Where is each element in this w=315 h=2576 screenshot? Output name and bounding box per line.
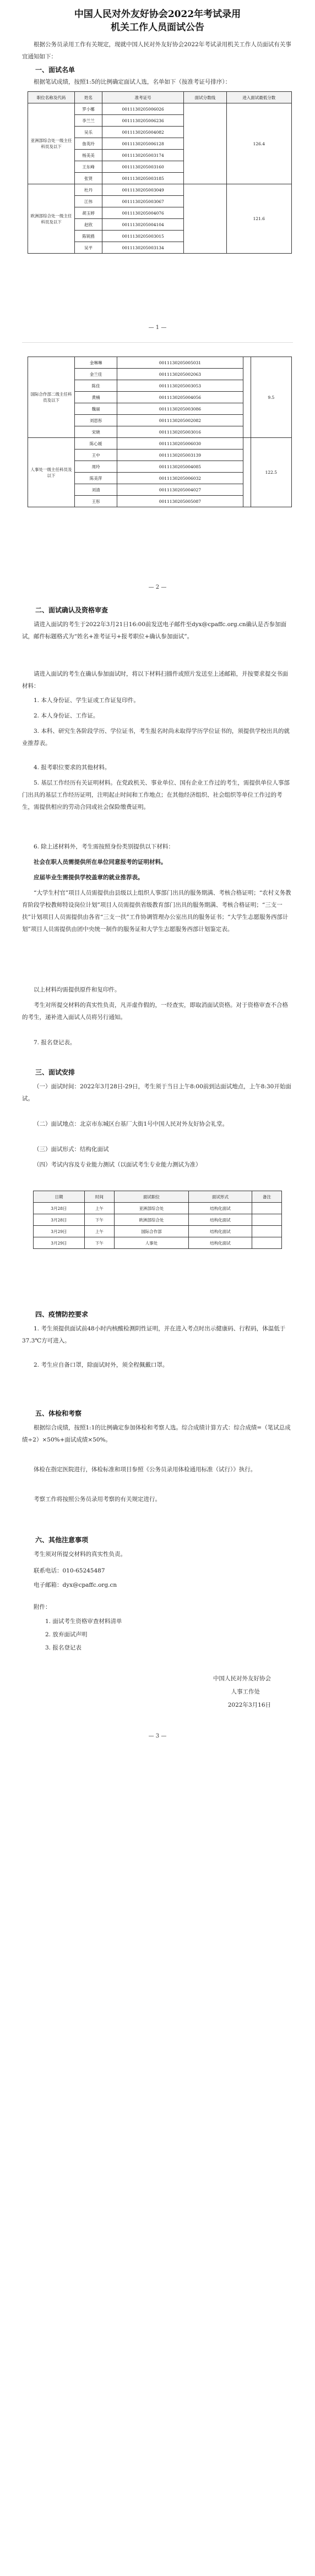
th-format: 面试形式 bbox=[189, 1191, 252, 1203]
cell-id: 0011130205002063 bbox=[117, 369, 243, 380]
cell-name: 杨美美 bbox=[75, 150, 102, 161]
cell-format: 结构化面试 bbox=[189, 1214, 252, 1226]
s2-item-2: 2. 本人身份证、工作证。 bbox=[34, 712, 99, 719]
s5-paragraph-1: 根据综合成绩，按照1:1的比例确定参加体检和考察人选。综合成绩计算方式：综合成绩=（笔试总成绩÷2）×50%+面试成绩×50%。 bbox=[22, 1424, 291, 1443]
section4-heading: 四、疫情防控要求 bbox=[35, 1311, 89, 1318]
s2-item-6: 6. 除上述材料外，考生需按照身份类别提供以下材料： bbox=[34, 843, 174, 850]
th-score: 面试分数线 bbox=[184, 92, 226, 103]
table-interview-list-1 bbox=[28, 91, 292, 254]
cell-name: 王东峰 bbox=[75, 161, 102, 173]
cell-name: 杜丹 bbox=[75, 184, 102, 196]
cell-id: 0011130205006030 bbox=[117, 438, 243, 450]
cell-id: 0011130205004104 bbox=[102, 219, 184, 231]
s6-attach-label: 附件： bbox=[34, 1604, 51, 1610]
cell-id: 0011130205002082 bbox=[117, 415, 243, 426]
th-position: 面试职位 bbox=[114, 1191, 188, 1203]
cell-score-b: 121.6 bbox=[226, 184, 291, 254]
attachment-3: 3. 报名登记表 bbox=[45, 1645, 82, 1651]
th-note: 备注 bbox=[252, 1191, 281, 1203]
cell-position: 国际合作部 bbox=[114, 1226, 188, 1237]
cell-name: 胡玉婷 bbox=[75, 207, 102, 219]
cell-id: 0011130205003067 bbox=[102, 196, 184, 207]
th-name: 姓名 bbox=[75, 92, 102, 103]
s2-paragraph-1: 请进入面试的考生于2022年3月21日16:00前发送电子邮件至dyx@cpaffc.org.cn确认是否参加面试，邮件标题格式为“姓名+准考证号+报考职位+确认参加面试”。 bbox=[22, 621, 287, 640]
signature-date: 2022年3月16日 bbox=[227, 1702, 271, 1708]
table-schedule bbox=[33, 1191, 282, 1249]
cell-id: 0011130205006026 bbox=[102, 103, 184, 115]
cell-id: 0011130205005031 bbox=[117, 357, 243, 369]
cell-time: 上午 bbox=[84, 1203, 114, 1214]
s2-grad: 应届毕业生需提供学校盖章的就业推荐表。 bbox=[34, 874, 144, 881]
table-row bbox=[34, 1237, 282, 1249]
cell-name: 张贤 bbox=[75, 173, 102, 184]
s6-contact: 联系电话：010-65245487 bbox=[34, 1567, 105, 1574]
section2-heading: 二、面试确认及资格审查 bbox=[35, 606, 108, 614]
table-row bbox=[28, 357, 292, 369]
cell-id: 0011130205006032 bbox=[117, 473, 243, 484]
cell-name: 王彤 bbox=[75, 496, 117, 507]
s6-email: 电子邮箱：dyx@cpaffc.org.cn bbox=[34, 1582, 117, 1588]
th-min: 进入面试最低分数 bbox=[226, 92, 291, 103]
s4-paragraph-2: 2. 考生应自备口罩，除面试时外，须全程佩戴口罩。 bbox=[34, 1362, 169, 1368]
table-row bbox=[34, 1226, 282, 1237]
s3-paragraph-1: （一）面试时间：2022年3月28日-29日，考生须于当日上午8:00前到达面试地点，上午8:30开始面试。 bbox=[22, 1083, 291, 1102]
cell-time: 上午 bbox=[84, 1226, 114, 1237]
cell-time: 下午 bbox=[84, 1237, 114, 1249]
section1-heading: 一、面试名单 bbox=[35, 66, 75, 74]
cell-name: 李兰兰 bbox=[75, 115, 102, 127]
section5-heading: 五、体检和考察 bbox=[35, 1410, 82, 1417]
cell-name: 王中 bbox=[75, 450, 117, 461]
signature-org: 中国人民对外友好协会 bbox=[213, 1675, 271, 1682]
s2-item-3: 3. 本科、研究生各阶段学历、学位证书，考生报名时尚未取得学历学位证书的，须提供学校出具的就业推荐表。 bbox=[22, 728, 290, 747]
s5-paragraph-3: 考察工作将按照公务员录用考察的有关规定进行。 bbox=[34, 1496, 161, 1503]
th-position: 职位名称及代码 bbox=[28, 92, 75, 103]
doc-title-line2: 机关工作人员面试公告 bbox=[111, 22, 204, 33]
cell-name: 金琳琳 bbox=[75, 357, 117, 369]
s2-item-4: 4. 报考职位要求的其他材料。 bbox=[34, 764, 111, 771]
table-interview-list-2 bbox=[28, 357, 292, 507]
cell-id: 0011130205004027 bbox=[117, 484, 243, 496]
cell-date: 3月29日 bbox=[34, 1226, 85, 1237]
cell-name: 陈心媛 bbox=[75, 438, 117, 450]
cell-id: 0011130205003185 bbox=[102, 173, 184, 184]
s2-other: 以上材料均需提供原件和复印件。 bbox=[34, 986, 121, 993]
cell-time: 下午 bbox=[84, 1214, 114, 1226]
cell-note bbox=[252, 1237, 281, 1249]
cell-name: 吴平 bbox=[75, 242, 102, 254]
signature-dept: 人事工作处 bbox=[231, 1689, 260, 1695]
cell-blank bbox=[243, 438, 251, 507]
cell-name: 金兰佳 bbox=[75, 369, 117, 380]
cell-blank bbox=[184, 103, 226, 184]
cell-score-a: 9.5 bbox=[251, 357, 291, 438]
doc-title-line1: 中国人民对外友好协会2022年考试录用 bbox=[74, 9, 241, 20]
table-row bbox=[28, 184, 292, 196]
s2-paragraph-3: 考生对所提交材料的真实性负责，凡弄虚作假的，一经查实，即取消面试资格。对于资格审查不合格的考生，递补进入面试人员将另行通知。 bbox=[22, 1002, 288, 1021]
cell-format: 结构化面试 bbox=[189, 1203, 252, 1214]
s3-paragraph-3: （三）面试形式：结构化面试 bbox=[34, 1146, 109, 1153]
cell-name: 刘思彤 bbox=[75, 415, 117, 426]
cell-id: 0011130205003016 bbox=[117, 426, 243, 438]
attachment-1: 1. 面试考生资格审查材料清单 bbox=[45, 1618, 122, 1625]
cell-name: 黄楠 bbox=[75, 392, 117, 403]
cell-position: 亚洲部综合处 bbox=[114, 1203, 188, 1214]
page-divider bbox=[22, 342, 293, 343]
cell-score-a: 126.4 bbox=[226, 103, 291, 184]
cell-id: 0011130205004085 bbox=[117, 461, 243, 473]
cell-date: 3月28日 bbox=[34, 1214, 85, 1226]
cell-date: 3月28日 bbox=[34, 1203, 85, 1214]
th-time: 时间 bbox=[84, 1191, 114, 1203]
s2-social: 社会在职人员需提供所在单位同意报考的证明材料。 bbox=[34, 859, 167, 865]
table-row bbox=[28, 438, 292, 450]
th-date: 日期 bbox=[34, 1191, 85, 1203]
cell-format: 结构化面试 bbox=[189, 1237, 252, 1249]
cell-id: 0011130205004076 bbox=[102, 207, 184, 219]
cell-id: 0011130205003174 bbox=[102, 150, 184, 161]
s3-paragraph-2: （二）面试地点：北京市东城区台基厂大街1号中国人民对外友好协会礼堂。 bbox=[34, 1121, 229, 1127]
cell-id: 0011130205003134 bbox=[102, 242, 184, 254]
s2-paragraph-4: 7. 报名登记表。 bbox=[34, 1039, 76, 1046]
cell-id: 0011130205003160 bbox=[102, 161, 184, 173]
cell-name: 宋晓 bbox=[75, 426, 117, 438]
cell-position-b: 欧洲部综合处一级主任科员及以下 bbox=[28, 184, 75, 254]
cell-id: 0011130205005087 bbox=[117, 496, 243, 507]
cell-id: 0011130205006128 bbox=[102, 138, 184, 150]
cell-name: 江伟 bbox=[75, 196, 102, 207]
page-number-2: — 2 — bbox=[148, 584, 167, 590]
cell-id: 0011130205003053 bbox=[117, 380, 243, 392]
cell-note bbox=[252, 1214, 281, 1226]
page-number-3: — 3 — bbox=[148, 1733, 167, 1739]
s6-paragraph-1: 考生须对所提交材料的真实性负责。 bbox=[34, 1551, 126, 1558]
cell-name: 周玲 bbox=[75, 461, 117, 473]
cell-blank bbox=[184, 184, 226, 254]
cell-id: 0011130205004056 bbox=[117, 392, 243, 403]
th-id: 准考证号 bbox=[102, 92, 184, 103]
cell-position: 人事处 bbox=[114, 1237, 188, 1249]
table-row bbox=[28, 103, 292, 115]
section1-note: 根据笔试成绩，按照1:5的比例确定面试人选，名单如下（按准考证号排序）： bbox=[34, 79, 231, 85]
cell-name: 陈佳 bbox=[75, 380, 117, 392]
table-row bbox=[34, 1203, 282, 1214]
s4-paragraph-1: 1. 考生须提供面试前48小时内核酸检测阴性证明，并在进入考点时出示健康码、行程码，体温低于37.3℃方可进入。 bbox=[22, 1325, 286, 1344]
cell-note bbox=[252, 1203, 281, 1214]
cell-name: 詹英玲 bbox=[75, 138, 102, 150]
cell-name: 罗小娜 bbox=[75, 103, 102, 115]
section6-heading: 六、其他注意事项 bbox=[35, 1536, 89, 1544]
intro-paragraph: 根据公务员录用工作有关规定，现就中国人民对外友好协会2022年考试录用机关工作人员面试有关事宜通知如下： bbox=[22, 41, 291, 60]
s2-item-1: 1. 本人身份证、学生证或工作证复印件。 bbox=[34, 697, 139, 704]
table-row bbox=[34, 1214, 282, 1226]
cell-position-a: 亚洲部综合处一级主任科员及以下 bbox=[28, 103, 75, 184]
cell-id: 0011130205003015 bbox=[102, 231, 184, 242]
cell-position-a: 国际合作部二级主任科员及以下 bbox=[28, 357, 75, 438]
section3-heading: 三、面试安排 bbox=[35, 1068, 75, 1076]
cell-position-b: 人事处一级主任科员及以下 bbox=[28, 438, 75, 507]
cell-id: 0011130205006236 bbox=[102, 115, 184, 127]
cell-note bbox=[252, 1226, 281, 1237]
cell-date: 3月29日 bbox=[34, 1237, 85, 1249]
cell-id: 0011130205004082 bbox=[102, 127, 184, 138]
cell-name: 赵欣 bbox=[75, 219, 102, 231]
cell-format: 结构化面试 bbox=[189, 1226, 252, 1237]
cell-blank bbox=[243, 357, 251, 438]
cell-score-b: 122.5 bbox=[251, 438, 291, 507]
s2-project: “大学生村官”项目人员需提供由县级以上组织人事部门出具的服务期满、考核合格证明；“农村义务教育阶段学校教师特设岗位计划”项目人员需提供省级教育部门出具的服务期满、考核合格证明；“三支一扶”计划项目人员需提供由各省“三支一扶”工作协调管理办公室出具的服务证书；“大学生志愿服务西部计划”项目人员需提供由团中央统一制作的服务证和大学生志愿服务西部计划鉴定表。 bbox=[22, 890, 291, 933]
cell-position: 欧洲部综合处 bbox=[114, 1214, 188, 1226]
cell-name: 吴乐 bbox=[75, 127, 102, 138]
cell-name: 刘清 bbox=[75, 484, 117, 496]
page-number-1: — 1 — bbox=[148, 325, 167, 331]
cell-id: 0011130205003086 bbox=[117, 403, 243, 415]
cell-name: 魏丽 bbox=[75, 403, 117, 415]
cell-id: 0011130205003049 bbox=[102, 184, 184, 196]
cell-name: 陈美萍 bbox=[75, 473, 117, 484]
s3-paragraph-4: （四）考试内容及专业能力测试（以面试考生专业能力测试为准） bbox=[34, 1161, 202, 1168]
s2-item-5: 5. 基层工作经历有关证明材料。在党政机关、事业单位、国有企业工作过的考生，需提供单位人事部门出具的基层工作经历证明，注明起止时间和工作地点；在其他经济组织、社会组织等单位工作过的考生，需提供相应的劳动合同或社会保险缴费证明。 bbox=[22, 780, 290, 810]
attachment-2: 2. 放弃面试声明 bbox=[45, 1631, 88, 1638]
s2-paragraph-2: 请进入面试的考生在确认参加面试时，将以下材料扫描件或照片发送至上述邮箱，并按要求提交书面材料： bbox=[22, 671, 288, 689]
s5-paragraph-2: 体检在指定医院进行，体检标准和项目参照《公务员录用体检通用标准（试行）》执行。 bbox=[34, 1466, 257, 1473]
cell-id: 0011130205003139 bbox=[117, 450, 243, 461]
cell-name: 陈锐鸥 bbox=[75, 231, 102, 242]
